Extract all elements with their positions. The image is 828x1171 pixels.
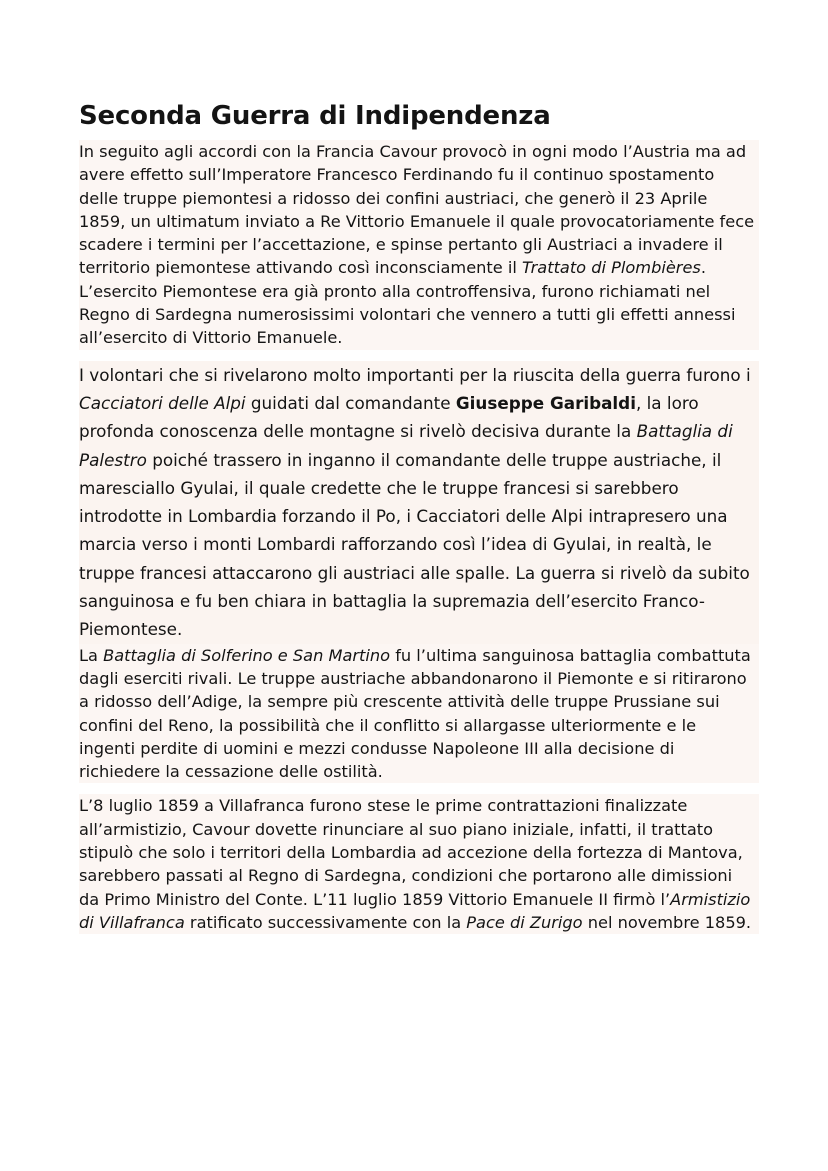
paragraph-4-italic-2: Pace di Zurigo: [466, 912, 583, 932]
paragraph-2-italic-2: Battaglia di Palestro: [79, 421, 733, 470]
document-page: [79, 96, 759, 934]
paragraph-1-text-2: . L’esercito Piemontese era già pronto alla controffensiva, furono richiamati nel Regno di Sardegna numerosissimi volontari che vennero a tutti gli effetti annessi all’esercito di Vittorio Emanuele.: [79, 258, 736, 348]
paragraph-spacer: [79, 783, 759, 794]
paragraph-2-text-4: poiché trassero in inganno il comandante delle truppe austriache, il maresciallo Gyulai, il quale credette che le truppe francesi si sarebbero introdotte in Lombardia forzando il Po, i Cacciatori delle Alpi intrapresero una marcia verso i monti Lombardi rafforzando così l’idea di Gyulai, in realtà, le truppe francesi attaccarono gli austriaci alle spalle. La guerra si rivelò da subito sanguinosa e fu ben chiara in battaglia la supremazia dell’esercito Franco-Piemontese.: [79, 449, 750, 640]
paragraph-3-italic-1: Battaglia di Solferino e San Martino: [103, 645, 391, 665]
paragraph-2-text-2: guidati dal comandante: [245, 392, 456, 413]
paragraph-2-bold-1: Giuseppe Garibaldi: [455, 392, 636, 413]
paragraph-4: [79, 794, 759, 934]
page-title: Seconda Guerra di Indipendenza: [79, 101, 551, 131]
paragraph-3: [79, 644, 759, 784]
paragraph-2-italic-1: Cacciatori delle Alpi: [79, 392, 246, 413]
paragraph-2-text-1: I volontari che si rivelarono molto importanti per la riuscita della guerra furono i: [79, 364, 751, 385]
paragraph-4-text-3: nel novembre 1859.: [582, 912, 752, 932]
paragraph-spacer: [79, 350, 759, 361]
paragraph-1-text-1: In seguito agli accordi con la Francia Cavour provocò in ogni modo l’Austria ma ad avere effetto sull’Imperatore Francesco Ferdinando fu il continuo spostamento delle truppe piemontesi a ridosso dei confini austriaci, che generò il 23 Aprile 1859, un ultimatum inviato a Re Vittorio Emanuele il quale provocatoriamente fece scadere i termini per l’accettazione, e spinse pertanto gli Austriaci a invadere il territorio piemontese attivando così inconsciamente il: [79, 142, 755, 278]
paragraph-2-text-3: , la loro profonda conoscenza delle montagne si rivelò decisiva durante la: [79, 392, 699, 442]
paragraph-2: [79, 361, 759, 644]
paragraph-4-text-1: L’8 luglio 1859 a Villafranca furono stese le prime contrattazioni finalizzate all’armistizio, Cavour dovette rinunciare al suo piano iniziale, infatti, il trattato stipulò che solo i territori della Lombardia ad accezione della fortezza di Mantova, sarebbero passati al Regno di Sardegna, condizioni che portarono alle dimissioni da Primo Ministro del Conte. L’11 luglio 1859 Vittorio Emanuele II firmò l’: [79, 796, 743, 909]
paragraph-4-italic-1: Armistizio di Villafranca: [79, 889, 751, 932]
paragraph-3-text-2: fu l’ultima sanguinosa battaglia combattuta dagli eserciti rivali. Le truppe austriache abbandonarono il Piemonte e si ritirarono a ridosso dell’Adige, la sempre più crescente attività delle truppe Prussiane sui confini del Reno, la possibilità che il conflitto si allargasse ulteriormente e le ingenti perdite di uomini e mezzi condusse Napoleone III alla decisione di richiedere la cessazione delle ostilità.: [79, 645, 751, 782]
paragraph-4-text-2: ratificato successivamente con la: [184, 912, 467, 932]
paragraph-3-text-1: La: [79, 645, 104, 665]
paragraph-1-italic-1: Trattato di Plombières: [522, 258, 701, 278]
paragraph-1: [79, 140, 759, 350]
